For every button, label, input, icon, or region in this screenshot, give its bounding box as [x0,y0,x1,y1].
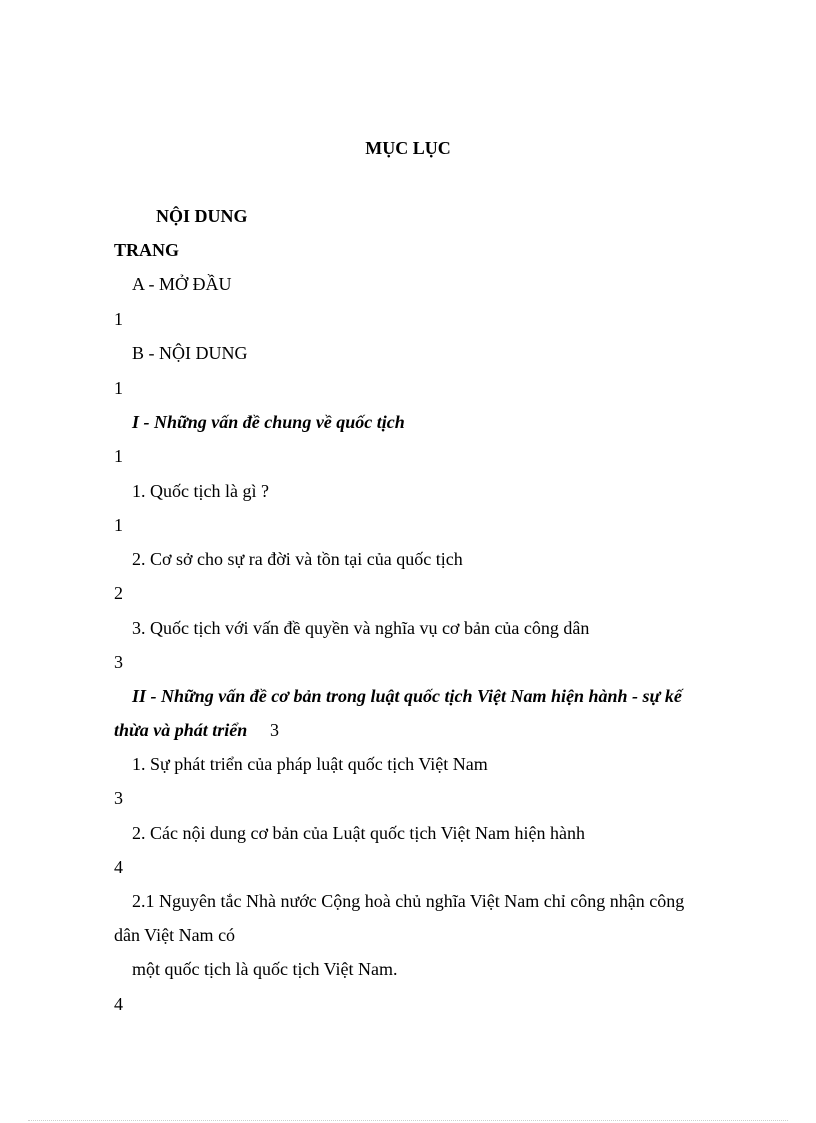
toc-entry-page: 4 [114,994,123,1014]
toc-entry-text-cont: một quốc tịch là quốc tịch Việt Nam. [132,959,398,979]
toc-entry-page: 3 [114,788,123,808]
toc-entry-page: 2 [114,583,123,603]
header-page-label: TRANG [114,240,180,260]
toc-entry-page: 1 [114,378,123,398]
page-footer-rule [28,1120,788,1121]
toc-section-heading: II - Những vấn đề cơ bản trong luật quốc tịch Việt Nam hiện hành - sự kế [132,686,682,706]
toc-entry-text: A - MỞ ĐẦU [132,274,232,294]
toc-entry-page: 4 [114,857,123,877]
header-content-label: NỘI DUNG [156,206,248,226]
toc-entry-text: 1. Sự phát triển của pháp luật quốc tịch Việt Nam [132,754,488,774]
toc-section-heading-cont: thừa và phát triển [114,720,248,740]
page-title: MỤC LỤC [365,138,451,158]
toc-entry-page: 3 [270,720,279,740]
toc-entry-page: 1 [114,515,123,535]
toc-entry-text: 2. Các nội dung cơ bản của Luật quốc tịch Việt Nam hiện hành [132,823,585,843]
toc-entry-text: 1. Quốc tịch là gì ? [132,481,269,501]
toc-section-heading: I - Những vấn đề chung về quốc tịch [132,412,405,432]
toc-entry-text: B - NỘI DUNG [132,343,248,363]
toc-entry-page: 1 [114,309,123,329]
toc-entry-text: 3. Quốc tịch với vấn đề quyền và nghĩa vụ cơ bản của công dân [132,618,590,638]
toc-entry-page: 3 [114,652,123,672]
toc-entry-text-cont: dân Việt Nam có [114,925,236,945]
toc-entry-text: 2. Cơ sở cho sự ra đời và tồn tại của quốc tịch [132,549,463,569]
toc-entry-page: 1 [114,446,123,466]
toc-entry-text: 2.1 Nguyên tắc Nhà nước Cộng hoà chủ nghĩa Việt Nam chỉ công nhận công [132,891,685,911]
